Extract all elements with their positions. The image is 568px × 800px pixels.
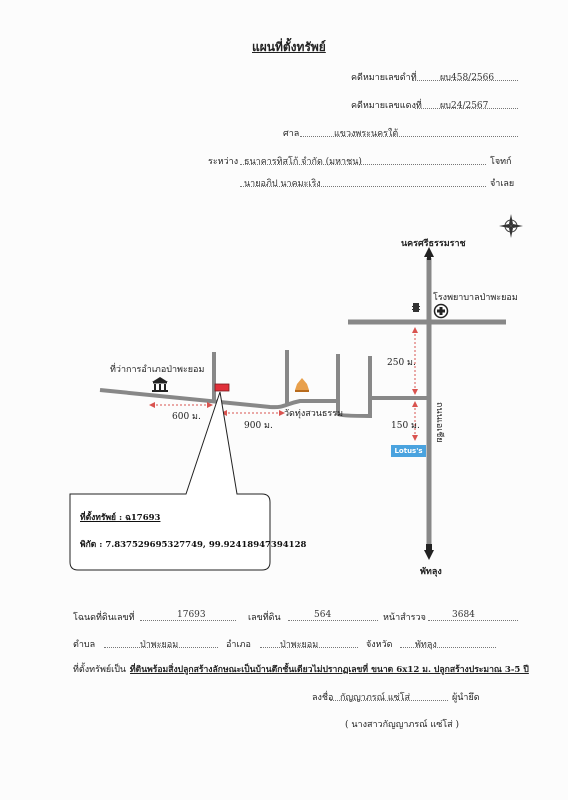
black-case-value: ผบ458/2566 — [440, 73, 495, 83]
between-label: ระหว่าง — [208, 157, 239, 167]
plaintiff-role: โจทก์ — [490, 157, 512, 167]
temple-label: วัดทุ่งสวนธรรม — [284, 409, 344, 419]
black-case-label: คดีหมายเลขดำที่ — [351, 73, 417, 83]
page-title: แผนที่ตั้งทรัพย์ — [252, 40, 326, 54]
red-case-value: ผบ24/2567 — [440, 101, 489, 111]
subdistrict-label: ตำบล — [73, 640, 96, 650]
south-arrow-icon — [424, 550, 434, 560]
province-label: จังหวัด — [366, 640, 393, 650]
lotus-store-icon: Lotus's — [391, 445, 426, 457]
court-label: ศาล — [283, 129, 300, 139]
compass-icon — [499, 214, 523, 238]
court-value: แขวงพระนครใต้ — [334, 129, 399, 139]
distance-600-label: 600 ม. — [172, 412, 201, 422]
property-label: ที่ตั้งทรัพย์เป็น : — [73, 665, 132, 675]
deed-label: โฉนดที่ดินเลขที่ — [73, 613, 135, 623]
land-no-label: เลขที่ดิน — [248, 613, 281, 623]
property-marker-icon — [215, 384, 229, 391]
defendant-value: นายอภิป นาคมะเริง — [244, 179, 321, 189]
survey-value: 3684 — [452, 610, 475, 620]
south-destination-label: พัทลุง — [420, 567, 442, 577]
defendant-role: จำเลย — [490, 179, 515, 189]
callout-location-text: ที่ตั้งทรัพย์ : ฉ17693 — [80, 513, 161, 523]
red-case-label: คดีหมายเลขแดงที่ — [351, 101, 422, 111]
signer-name: ( นางสาวกัญญาภรณ์ แซ่โส่ ) — [345, 720, 459, 730]
deed-line — [140, 620, 236, 621]
district-office-label: ที่ว่าการอำเภอป่าพะยอม — [110, 365, 205, 375]
north-destination-label: นครศรีธรรมราช — [401, 239, 466, 249]
land-no-line — [288, 620, 378, 621]
district-label: อำเภอ — [226, 640, 251, 650]
district-office-icon — [152, 377, 168, 392]
distance-900-label: 900 ม. — [244, 421, 273, 431]
hospital-icon — [435, 305, 448, 318]
distance-150-label: 150 ม. — [391, 421, 420, 431]
sign-role: ผู้นำยึด — [452, 693, 480, 703]
survey-line — [428, 620, 518, 621]
province-value: พัทลุง — [415, 640, 437, 650]
signature-value: กัญญาภรณ์ แซ่โส่ — [340, 693, 411, 703]
property-description: ที่ดินพร้อมสิ่งปลูกสร้างลักษณะเป็นบ้านตึกชั้นเดียวไม่ปรากฏเลขที่ ขนาด 6x12 ม. ปลูกสร้างประมาณ 3-5 ปี — [130, 665, 529, 675]
district-value: ป่าพะยอม — [280, 640, 319, 650]
callout-coords-text: พิกัด : 7.837529695327749, 99.92418947394128 — [80, 540, 307, 550]
plaintiff-value: ธนาคารทิสโก้ จำกัด (มหาชน) — [244, 157, 362, 167]
traffic-light-icon — [412, 303, 420, 312]
local-road — [100, 390, 429, 416]
subdistrict-value: ป่าพะยอม — [140, 640, 179, 650]
temple-icon — [295, 378, 309, 392]
survey-label: หน้าสำรวจ — [383, 613, 426, 623]
highway-label: ถนนเอเชีย — [434, 402, 444, 443]
distance-250-label: 250 ม. — [387, 358, 416, 368]
sign-label: ลงชื่อ — [312, 693, 334, 703]
land-no-value: 564 — [314, 610, 332, 620]
hospital-label: โรงพยาบาลป่าพะยอม — [433, 293, 518, 303]
deed-value: 17693 — [177, 610, 206, 620]
